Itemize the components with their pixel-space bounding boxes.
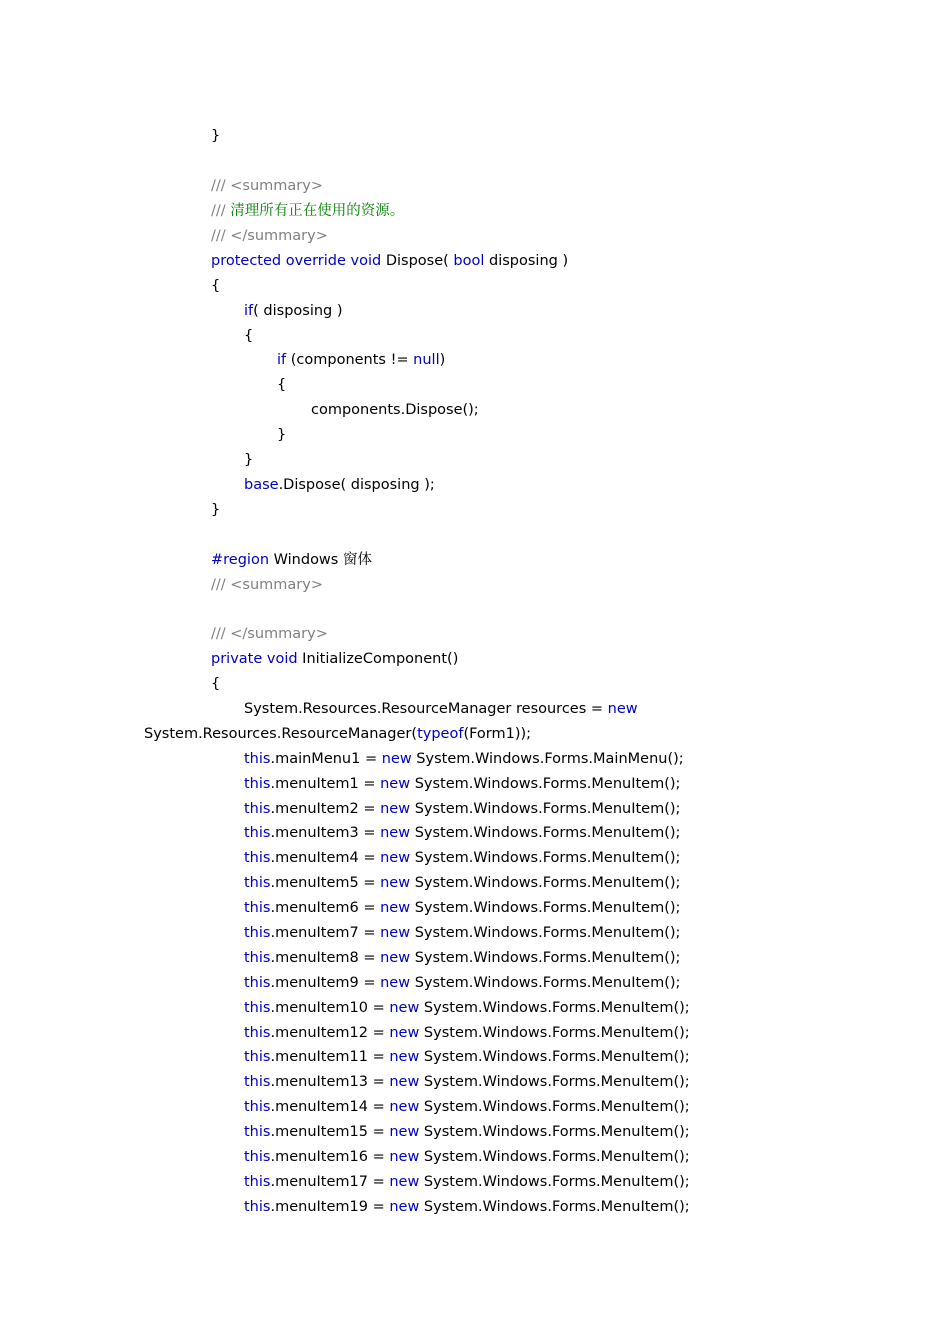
code-keyword: this <box>244 825 271 841</box>
code-line <box>211 127 220 145</box>
code-keyword: this <box>244 1099 271 1115</box>
code-keyword: this <box>244 950 271 966</box>
code-text: System.Windows.Forms.MainMenu(); <box>411 751 684 767</box>
code-text: } <box>277 427 287 443</box>
code-text: .menuItem5 = <box>270 875 381 891</box>
code-keyword: new <box>380 801 411 817</box>
code-line <box>244 999 690 1017</box>
code-keyword: this <box>244 1000 271 1016</box>
code-line <box>244 874 680 892</box>
code-text: } <box>211 128 221 144</box>
code-text: } <box>211 502 221 518</box>
code-keyword: this <box>244 900 271 916</box>
code-keyword: typeof <box>417 726 464 742</box>
code-comment-line <box>211 202 404 220</box>
code-keyword: new <box>389 1124 420 1140</box>
code-line <box>244 1024 690 1042</box>
code-keyword: this <box>244 975 271 991</box>
code-keyword: this <box>244 925 271 941</box>
code-text: { <box>211 676 221 692</box>
code-text: .menuItem10 = <box>270 1000 390 1016</box>
code-text: InitializeComponent() <box>297 651 459 667</box>
code-text: } <box>244 452 254 468</box>
code-text: .mainMenu1 = <box>270 751 382 767</box>
code-text: Dispose( <box>381 253 454 269</box>
code-keyword: this <box>244 801 271 817</box>
code-text: (Form1)); <box>463 726 532 742</box>
code-keyword: if <box>277 352 287 368</box>
code-line <box>277 426 286 444</box>
code-keyword: new <box>381 751 412 767</box>
code-keyword: new <box>380 950 411 966</box>
code-keyword: new <box>380 925 411 941</box>
code-text: { <box>277 377 287 393</box>
code-line <box>244 1198 690 1216</box>
code-keyword: this <box>244 1149 271 1165</box>
code-line <box>244 1048 690 1066</box>
code-line <box>244 1173 690 1191</box>
code-keyword: new <box>380 776 411 792</box>
code-line <box>244 849 680 867</box>
code-text: .menuItem12 = <box>270 1025 390 1041</box>
code-text: .menuItem13 = <box>270 1074 390 1090</box>
code-keyword: new <box>389 1199 420 1215</box>
code-text: System.Resources.ResourceManager( <box>144 726 418 742</box>
code-keyword: new <box>380 900 411 916</box>
code-text: disposing ) <box>484 253 569 269</box>
code-keyword: new <box>389 1174 420 1190</box>
code-keyword: this <box>244 1049 271 1065</box>
code-keyword: this <box>244 1199 271 1215</box>
code-keyword: if <box>244 303 254 319</box>
code-line <box>211 252 568 270</box>
code-text: components.Dispose(); <box>311 402 479 418</box>
code-keyword: new <box>607 701 638 717</box>
code-line <box>244 775 680 793</box>
code-line <box>244 1148 690 1166</box>
code-keyword: new <box>389 1074 420 1090</box>
code-text: .menuItem15 = <box>270 1124 390 1140</box>
code-text: Windows 窗体 <box>269 552 372 568</box>
code-text: .menuItem8 = <box>270 950 381 966</box>
code-text: (components != <box>286 352 414 368</box>
code-text: System.Windows.Forms.MenuItem(); <box>419 1199 690 1215</box>
code-text: .menuItem17 = <box>270 1174 390 1190</box>
code-line <box>244 302 343 320</box>
code-text: System.Windows.Forms.MenuItem(); <box>410 950 681 966</box>
code-line <box>244 750 684 768</box>
code-line <box>244 800 680 818</box>
code-keyword: new <box>389 1099 420 1115</box>
code-line <box>244 824 680 842</box>
code-line <box>244 949 680 967</box>
code-text: .Dispose( disposing ); <box>278 477 435 493</box>
code-keyword: new <box>380 975 411 991</box>
code-text: System.Windows.Forms.MenuItem(); <box>419 1074 690 1090</box>
code-line <box>244 476 435 494</box>
code-keyword: this <box>244 875 271 891</box>
code-text: System.Windows.Forms.MenuItem(); <box>410 801 681 817</box>
code-text: .menuItem7 = <box>270 925 381 941</box>
code-line <box>211 650 458 668</box>
code-comment-text: /// </summary> <box>211 626 328 642</box>
code-line <box>244 974 680 992</box>
code-keyword: new <box>380 825 411 841</box>
code-keyword: this <box>244 1124 271 1140</box>
code-line <box>244 1123 690 1141</box>
code-keyword: this <box>244 776 271 792</box>
code-text: System.Resources.ResourceManager resources = <box>244 701 608 717</box>
code-text: System.Windows.Forms.MenuItem(); <box>419 1124 690 1140</box>
code-keyword: base <box>244 477 279 493</box>
code-line <box>311 401 479 419</box>
code-line <box>144 725 531 743</box>
code-text: System.Windows.Forms.MenuItem(); <box>410 900 681 916</box>
code-keyword: new <box>380 875 411 891</box>
code-comment-text: /// <summary> <box>211 178 323 194</box>
code-line <box>277 351 445 369</box>
code-text: .menuItem2 = <box>270 801 381 817</box>
code-line <box>244 327 253 345</box>
code-comment-line <box>211 177 323 195</box>
code-line <box>277 376 286 394</box>
code-text: System.Windows.Forms.MenuItem(); <box>419 1174 690 1190</box>
code-text: .menuItem6 = <box>270 900 381 916</box>
code-keyword: new <box>389 1025 420 1041</box>
code-text: System.Windows.Forms.MenuItem(); <box>410 825 681 841</box>
code-text: .menuItem19 = <box>270 1199 390 1215</box>
code-line <box>244 451 253 469</box>
code-text: System.Windows.Forms.MenuItem(); <box>410 975 681 991</box>
code-text: .menuItem4 = <box>270 850 381 866</box>
code-comment-text: /// <box>211 203 231 219</box>
code-text: System.Windows.Forms.MenuItem(); <box>419 1099 690 1115</box>
code-text: System.Windows.Forms.MenuItem(); <box>419 1025 690 1041</box>
code-keyword: null <box>413 352 440 368</box>
code-text: .menuItem14 = <box>270 1099 390 1115</box>
code-text: System.Windows.Forms.MenuItem(); <box>419 1149 690 1165</box>
code-text: { <box>244 328 254 344</box>
code-text: System.Windows.Forms.MenuItem(); <box>410 776 681 792</box>
code-text: { <box>211 278 221 294</box>
code-comment-text: /// <summary> <box>211 577 323 593</box>
code-keyword: new <box>380 850 411 866</box>
code-comment-line <box>211 227 328 245</box>
code-line <box>211 551 372 569</box>
code-text: System.Windows.Forms.MenuItem(); <box>410 875 681 891</box>
code-line <box>244 700 638 718</box>
code-comment-text: /// </summary> <box>211 228 328 244</box>
code-line <box>211 501 220 519</box>
code-line <box>244 899 680 917</box>
code-line <box>244 924 680 942</box>
code-keyword: this <box>244 1074 271 1090</box>
code-keyword: this <box>244 751 271 767</box>
code-line <box>244 1098 690 1116</box>
code-text: System.Windows.Forms.MenuItem(); <box>410 925 681 941</box>
code-text: ( disposing ) <box>253 303 343 319</box>
code-line <box>244 1073 690 1091</box>
code-line <box>211 675 220 693</box>
code-comment-chinese: 清理所有正在使用的资源。 <box>230 203 405 219</box>
code-keyword: this <box>244 1025 271 1041</box>
code-text: ) <box>439 352 446 368</box>
code-keyword: this <box>244 850 271 866</box>
code-keyword: #region <box>211 552 270 568</box>
code-keyword: private void <box>211 651 298 667</box>
code-text: System.Windows.Forms.MenuItem(); <box>410 850 681 866</box>
code-text: System.Windows.Forms.MenuItem(); <box>419 1000 690 1016</box>
code-text: System.Windows.Forms.MenuItem(); <box>419 1049 690 1065</box>
code-comment-line <box>211 625 328 643</box>
code-keyword: this <box>244 1174 271 1190</box>
code-text: .menuItem3 = <box>270 825 381 841</box>
code-keyword: new <box>389 1000 420 1016</box>
code-comment-line <box>211 576 323 594</box>
code-keyword: new <box>389 1049 420 1065</box>
code-text: .menuItem1 = <box>270 776 381 792</box>
code-keyword: bool <box>453 253 485 269</box>
code-keyword: protected override void <box>211 253 382 269</box>
code-text: .menuItem9 = <box>270 975 381 991</box>
code-text: .menuItem11 = <box>270 1049 390 1065</box>
code-line <box>211 277 220 295</box>
code-text: .menuItem16 = <box>270 1149 390 1165</box>
code-keyword: new <box>389 1149 420 1165</box>
